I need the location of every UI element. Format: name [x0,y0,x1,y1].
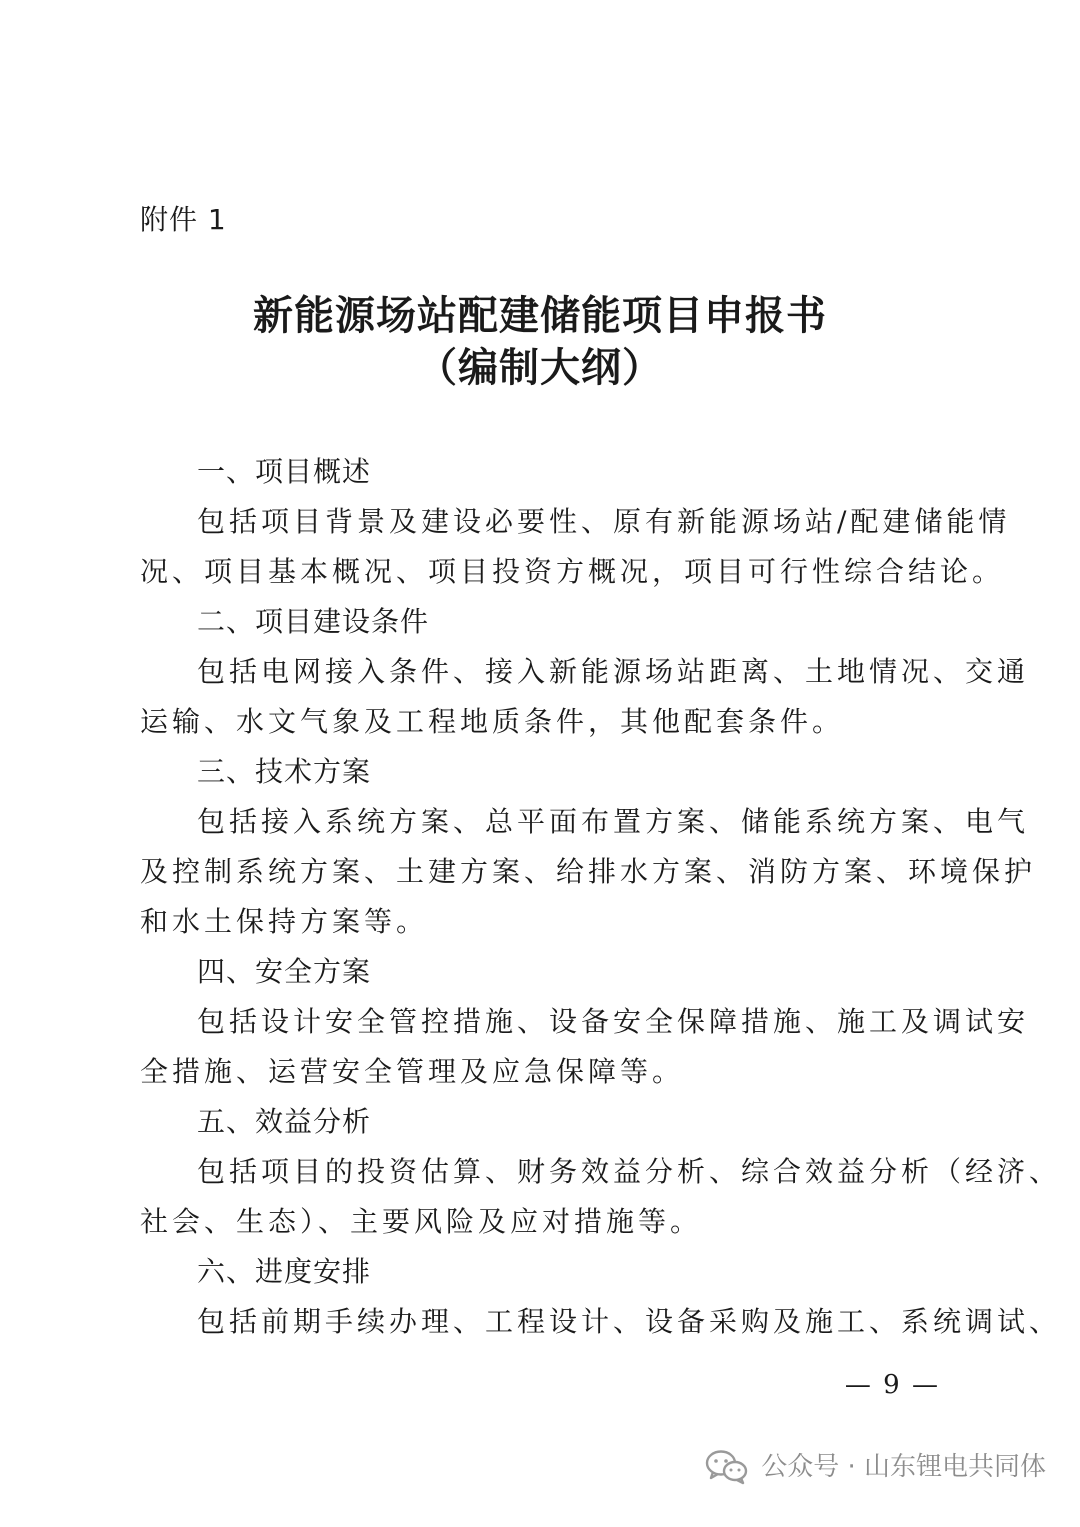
section-heading: 一、项目概述 [197,455,372,488]
wechat-icon [705,1449,749,1485]
paragraph-line: 况、项目基本概况、项目投资方概况，项目可行性综合结论。 [140,555,1005,588]
paragraph-line: 包括项目的投资估算、财务效益分析、综合效益分析（经济、 [197,1155,1062,1188]
paragraph-line: 包括设计安全管控措施、设备安全保障措施、施工及调试安 [197,1005,1030,1038]
section-paragraph [140,647,1030,747]
section-heading: 二、项目建设条件 [197,605,430,638]
attachment-label: 附件 1 [140,203,227,236]
watermark [705,1449,1046,1485]
section [140,747,1037,947]
section-paragraph [140,497,1011,597]
section-heading: 三、技术方案 [197,755,372,788]
section [140,447,1011,597]
paragraph-line: 及控制系统方案、土建方案、给排水方案、消防方案、环境保护 [140,855,1037,888]
document-body [140,447,1062,1347]
section-paragraph [140,1297,1062,1347]
watermark-text: 公众号 · 山东锂电共同体 [761,1452,1046,1482]
section [140,1097,1062,1247]
section-paragraph [140,797,1037,947]
page-number: — 9 — [844,1370,940,1400]
document-title: 新能源场站配建储能项目申报书 [253,292,827,339]
section-paragraph [140,997,1030,1097]
paragraph-line: 包括接入系统方案、总平面布置方案、储能系统方案、电气 [197,805,1030,838]
section-heading: 六、进度安排 [197,1255,372,1288]
document-subtitle: （编制大纲） [417,344,663,391]
section-heading: 四、安全方案 [197,955,372,988]
section-paragraph [140,1147,1062,1247]
paragraph-line: 包括电网接入条件、接入新能源场站距离、土地情况、交通 [197,655,1030,688]
paragraph-line: 全措施、运营安全管理及应急保障等。 [140,1055,685,1088]
section [140,1247,1062,1347]
paragraph-line: 包括前期手续办理、工程设计、设备采购及施工、系统调试、 [197,1305,1062,1338]
paragraph-line: 运输、水文气象及工程地质条件，其他配套条件。 [140,705,845,738]
section [140,947,1030,1097]
section [140,597,1030,747]
paragraph-line: 社会、生态）、主要风险及应对措施等。 [140,1205,703,1238]
paragraph-line: 包括项目背景及建设必要性、原有新能源场站/配建储能情 [197,505,1011,538]
section-heading: 五、效益分析 [197,1105,372,1138]
paragraph-line: 和水土保持方案等。 [140,905,429,938]
